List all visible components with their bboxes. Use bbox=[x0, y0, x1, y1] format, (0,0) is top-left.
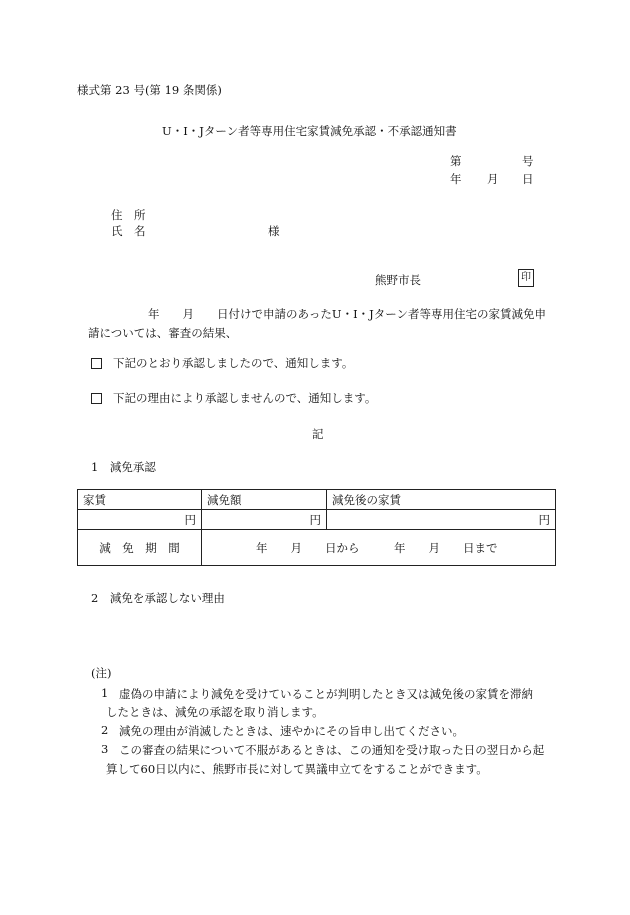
body-line-1: 年 月 日付けで申請のあったU・I・Jターン者等専用住宅の家賃減免申 bbox=[148, 307, 546, 321]
note-2-number: 2 bbox=[101, 723, 109, 737]
period-value: 年 月 日から 年 月 日まで bbox=[202, 530, 556, 566]
note-3-line-1: この審査の結果について不服があるときは、この通知を受け取った日の翌日から起 bbox=[119, 743, 545, 757]
issuer-name: 熊野市長 bbox=[375, 273, 421, 287]
date-year: 年 bbox=[450, 172, 462, 186]
unit-cell: 円 bbox=[78, 510, 202, 530]
option-reject-text: 下記の理由により承認しませんので、通知します。 bbox=[112, 391, 377, 405]
body-line-2: 請については、審査の結果、 bbox=[88, 326, 238, 340]
checkbox-icon bbox=[91, 393, 102, 404]
table-header-row bbox=[78, 490, 556, 510]
date-month: 月 bbox=[487, 172, 499, 186]
seal-mark: 印 bbox=[518, 269, 534, 287]
note-2-line-1: 減免の理由が消滅したときは、速やかにその旨申し出てください。 bbox=[119, 724, 464, 738]
honorific: 様 bbox=[268, 224, 280, 238]
date-day: 日 bbox=[522, 172, 534, 186]
note-1-number: 1 bbox=[101, 686, 109, 700]
doc-number-suffix: 号 bbox=[522, 154, 534, 168]
ki-heading: 記 bbox=[312, 427, 324, 441]
section-2-heading: 2 減免を承認しない理由 bbox=[91, 591, 225, 605]
address-label: 住 所 bbox=[111, 208, 146, 222]
doc-number-prefix: 第 bbox=[450, 154, 462, 168]
checkbox-icon bbox=[91, 358, 102, 369]
unit-cell: 円 bbox=[327, 510, 556, 530]
header-rent: 家賃 bbox=[78, 490, 202, 510]
option-approve-text: 下記のとおり承認しましたので、通知します。 bbox=[112, 356, 354, 370]
period-label: 減 免 期 間 bbox=[78, 530, 202, 566]
reduction-table bbox=[77, 489, 556, 566]
header-reduction: 減免額 bbox=[202, 490, 327, 510]
note-1-line-1: 虚偽の申請により減免を受けていることが判明したとき又は減免後の家賃を滞納 bbox=[119, 687, 533, 701]
option-reject bbox=[91, 390, 376, 406]
document-title: U・I・Jターン者等専用住宅家賃減免承認・不承認通知書 bbox=[162, 124, 457, 138]
unit-cell: 円 bbox=[202, 510, 327, 530]
name-label: 氏 名 bbox=[111, 224, 146, 238]
form-number: 様式第 23 号(第 19 条関係) bbox=[77, 83, 222, 97]
note-3-number: 3 bbox=[101, 742, 109, 756]
header-rent-after: 減免後の家賃 bbox=[327, 490, 556, 510]
note-1-line-2: したときは、減免の承認を取り消します。 bbox=[106, 705, 324, 719]
table-period-row bbox=[78, 530, 556, 566]
notes-heading: (注) bbox=[91, 666, 112, 680]
note-3-line-2: 算して60日以内に、熊野市長に対して異議申立てをすることができます。 bbox=[106, 762, 488, 776]
table-unit-row bbox=[78, 510, 556, 530]
section-1-heading: 1 減免承認 bbox=[91, 460, 156, 474]
option-approve bbox=[91, 355, 353, 371]
